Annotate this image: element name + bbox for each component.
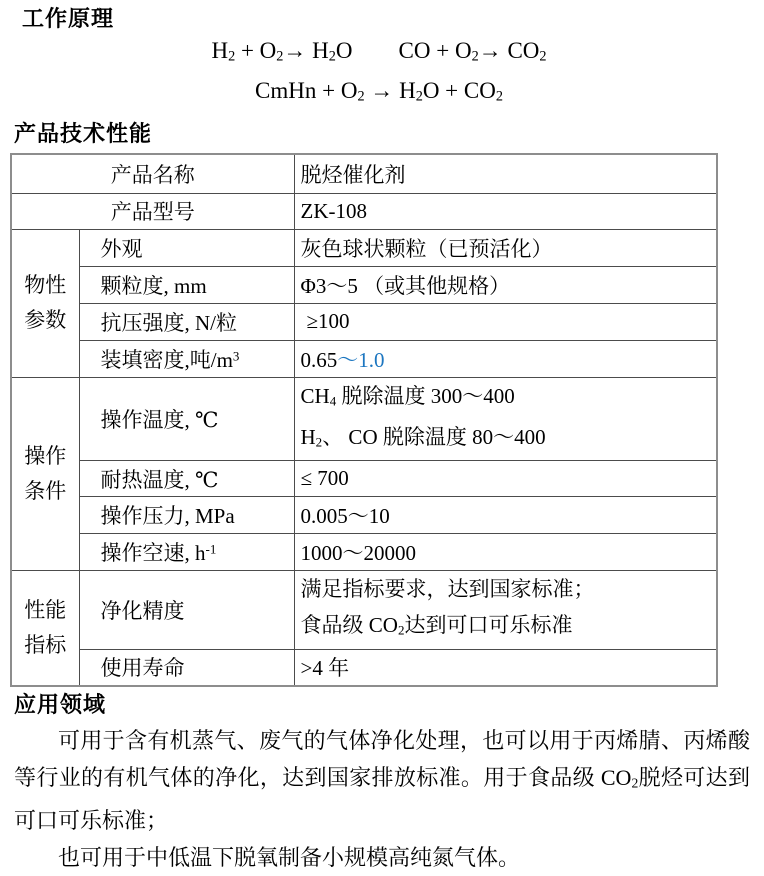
table-row-product-name [11,154,717,193]
cell-purification-precision-label: 净化精度 [79,571,294,649]
application-paragraph-1: 可用于含有机蒸气、废气的气体净化处理，也可以用于丙烯腈、丙烯酸等行业的有机气体的净化，达到国家排放标准。用于食品级 $CO_2$脱烃可达到可口可乐标准； [14,728,750,833]
packing-density-highlight: ～1.0 [337,347,385,372]
table-row-particle-size [11,266,717,303]
cell-packing-density-label: 装填密度,吨$/m^3$ [79,340,294,377]
cell-group-performance-index: 性能指标 [11,571,79,686]
equation-line-2 [10,74,748,114]
table-row-service-life [11,649,717,686]
equation-cmhn-oxidation: CmHn + $O_2 \to H_2O + CO_2$ [255,77,503,105]
table-row-heat-resistance [11,461,717,497]
cell-particle-size-value: Φ3～5 （或其他规格） [294,266,717,303]
chemical-equations [10,34,748,113]
table-row-crush-strength [11,303,717,340]
section-heading-working-principle: 工作原理 [22,6,115,31]
cell-operating-temp-label: 操作温度, ℃ [79,377,294,461]
table-row-operating-pressure [11,497,717,534]
cell-purification-precision-value [294,571,717,649]
equation-co-oxidation: CO + $O_2\to CO_2$ [398,38,547,65]
cell-crush-strength-value: ≥100 [294,303,717,340]
table-row-space-velocity [11,534,717,571]
section-heading-application: 应用领域 [14,692,107,718]
table-row-packing-density [11,340,717,377]
application-paragraph-2: 也可用于中低温下脱氧制备小规模高纯氮气体。 [58,844,521,870]
cell-heat-resistance-label: 耐热温度, ℃ [79,461,294,497]
table-row-purification-precision [11,571,717,649]
cell-operating-pressure-value: 0.005～10 [294,497,717,534]
packing-density-main: 0.65 [300,347,338,372]
cell-packing-density-value [294,340,717,377]
table-row-appearance [11,229,717,266]
operating-temp-line-ch4: $CH_4$ 脱除温度 300～400 [300,383,515,408]
cell-product-model-value: ZK-108 [294,193,717,229]
cell-operating-pressure-label: 操作压力, MPa [79,497,294,534]
cell-group-physical-params: 物性参数 [11,229,79,377]
table-row-operating-temp [11,377,717,461]
table-row-product-model [11,193,717,229]
cell-product-name-label: 产品名称 [11,154,294,193]
cell-heat-resistance-value: ≤ 700 [294,461,717,497]
cell-space-velocity-label: 操作空速, $h^{-1}$ [79,534,294,571]
cell-product-model-label: 产品型号 [11,193,294,229]
section-heading-tech-performance: 产品技术性能 [14,121,153,147]
cell-particle-size-label: 颗粒度, mm [79,266,294,303]
cell-appearance-value: 灰色球状颗粒（已预活化） [294,229,717,266]
cell-group-operating-conditions: 操作条件 [11,377,79,571]
operating-temp-line-h2co: $H_2$、 CO 脱除温度 80～400 [300,424,546,450]
cell-product-name-value: 脱烃催化剂 [294,154,717,193]
equation-line-1 [10,34,748,74]
spec-table [10,153,718,687]
purification-line-cocacola: 食品级 $CO_2$达到可口可乐标准 [300,613,573,638]
purification-line-national: 满足指标要求，达到国家标准； [300,577,595,602]
cell-service-life-label: 使用寿命 [79,649,294,686]
cell-appearance-label: 外观 [79,229,294,266]
cell-space-velocity-value: 1000～20000 [294,534,717,571]
equation-h2-oxidation: $H_2 + O_2\to H_2O$ [211,38,353,65]
cell-operating-temp-value [294,377,717,461]
cell-crush-strength-label: 抗压强度, N/粒 [79,303,294,340]
cell-service-life-value: >4 年 [294,649,717,686]
